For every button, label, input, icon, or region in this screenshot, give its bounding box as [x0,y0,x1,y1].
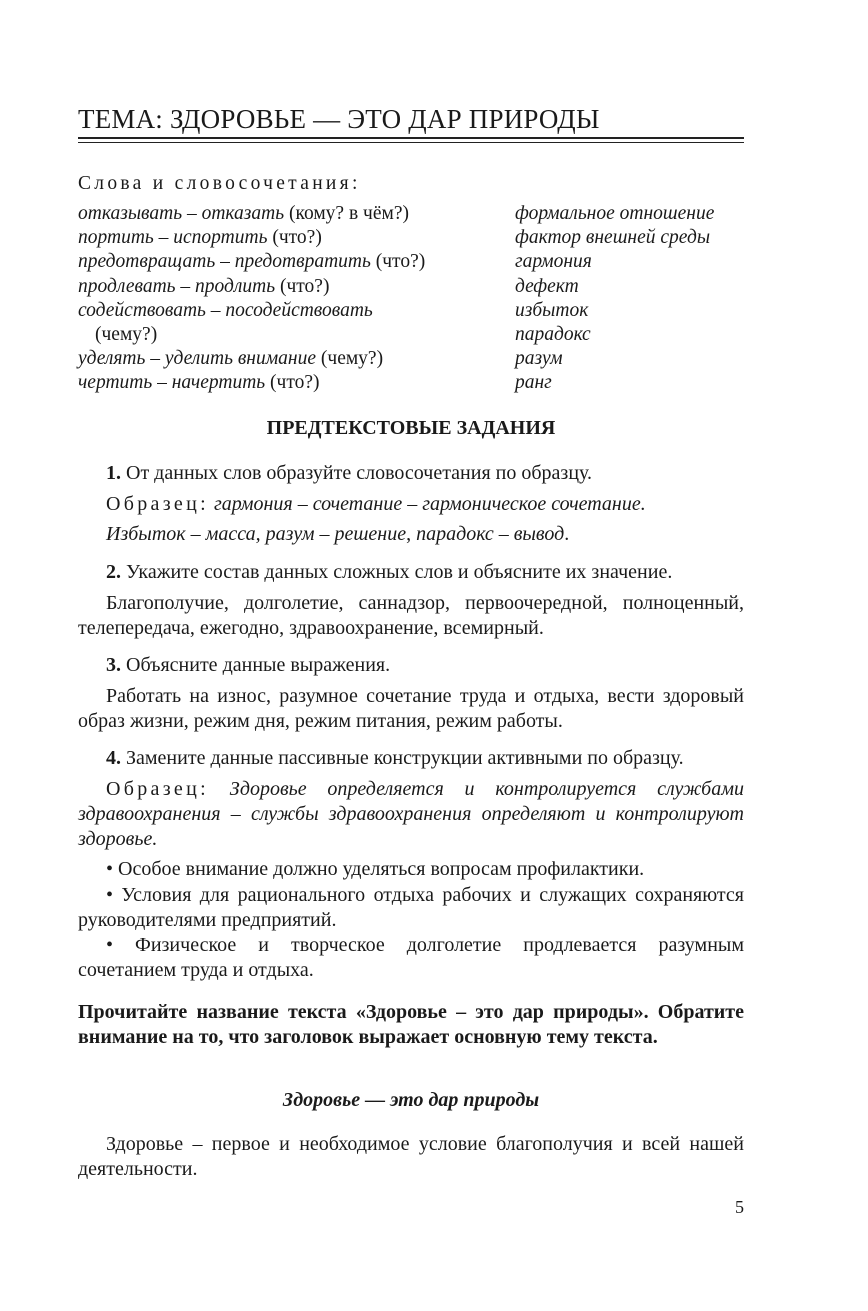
vocab-right-item: дефект [515,275,579,297]
vocab-right-item: разум [515,348,563,370]
task-3-body: Работать на износ, разумное сочетание труда и отдыха, вести здоровый образ жизни, режим дня, режим питания, режим работы. [78,685,744,732]
title-rule-thin [78,142,744,143]
vocab-right-item: избыток [515,299,589,321]
pretext-heading: ПРЕДТЕКСТОВЫЕ ЗАДАНИЯ [266,417,556,439]
title-rule-thick [78,137,744,139]
bullet-item: • Особое внимание должно уделяться вопросам профилактики. [106,858,645,880]
vocab-left-item: (чему?) [95,324,158,346]
task-1-sample-cont: Избыток – масса, разум – решение, парадокс – вывод. [106,523,570,545]
text-body: Здоровье – первое и необходимое условие благополучия и всей нашей деятельности. [78,1133,744,1180]
vocab-left-item: чертить – начертить (что?) [78,372,320,394]
bullet-item: • Условия для рационального отдыха рабочих и служащих сохраняются руководителями предприятий. [78,884,744,931]
vocab-right-item: гармония [515,251,592,273]
vocab-right-item: парадокс [515,324,591,346]
task-4-sample: Образец: Здоровье определяется и контролируется службами здравоохранения – службы здравоохранения определяют и контролируют здоровье. [78,778,744,850]
vocab-left-item: продлевать – продлить (что?) [78,275,330,297]
task-2: 2. Укажите состав данных сложных слов и объясните их значение. [106,561,673,583]
vocab-left-item: содействовать – посодействовать [78,299,373,321]
task-1: 1. От данных слов образуйте словосочетания по образцу. [106,462,593,484]
page-title: ТЕМА: ЗДОРОВЬЕ — ЭТО ДАР ПРИРОДЫ [78,104,600,134]
vocab-right-item: формальное отношение [515,203,715,224]
vocab-left-item: уделять – уделить внимание (чему?) [78,348,384,370]
task-1-sample: Образец: гармония – сочетание – гармоническое сочетание. [106,493,646,515]
vocab-left-item: портить – испортить (что?) [78,227,322,249]
instruction: Прочитайте название текста «Здоровье – это дар природы». Обратите внимание на то, что заголовок выражает основную тему текста. [78,1001,744,1048]
vocab-right-item: ранг [515,372,552,394]
vocab-right-item: фактор внешней среды [515,227,711,249]
vocab-left-item: предотвращать – предотвратить (что?) [78,251,426,273]
page-number: 5 [735,1197,744,1217]
vocab-left-column [78,202,508,396]
task-2-body: Благополучие, долголетие, саннадзор, первоочередной, полноценный, телепередача, ежегодно, здравоохранение, всемирный. [78,592,744,639]
vocab-left-item: отказывать – отказать (кому? в чём?) [78,203,409,224]
vocab-heading: Слова и словосочетания: [78,173,361,194]
task-3: 3. Объясните данные выражения. [106,654,391,676]
bullet-item: • Физическое и творческое долголетие продлевается разумным сочетанием труда и отдыха. [78,934,744,981]
vocab-right-column [515,202,755,396]
page [78,0,744,1311]
task-4: 4. Замените данные пассивные конструкции активными по образцу. [106,747,684,769]
text-title: Здоровье — это дар природы [282,1089,540,1111]
